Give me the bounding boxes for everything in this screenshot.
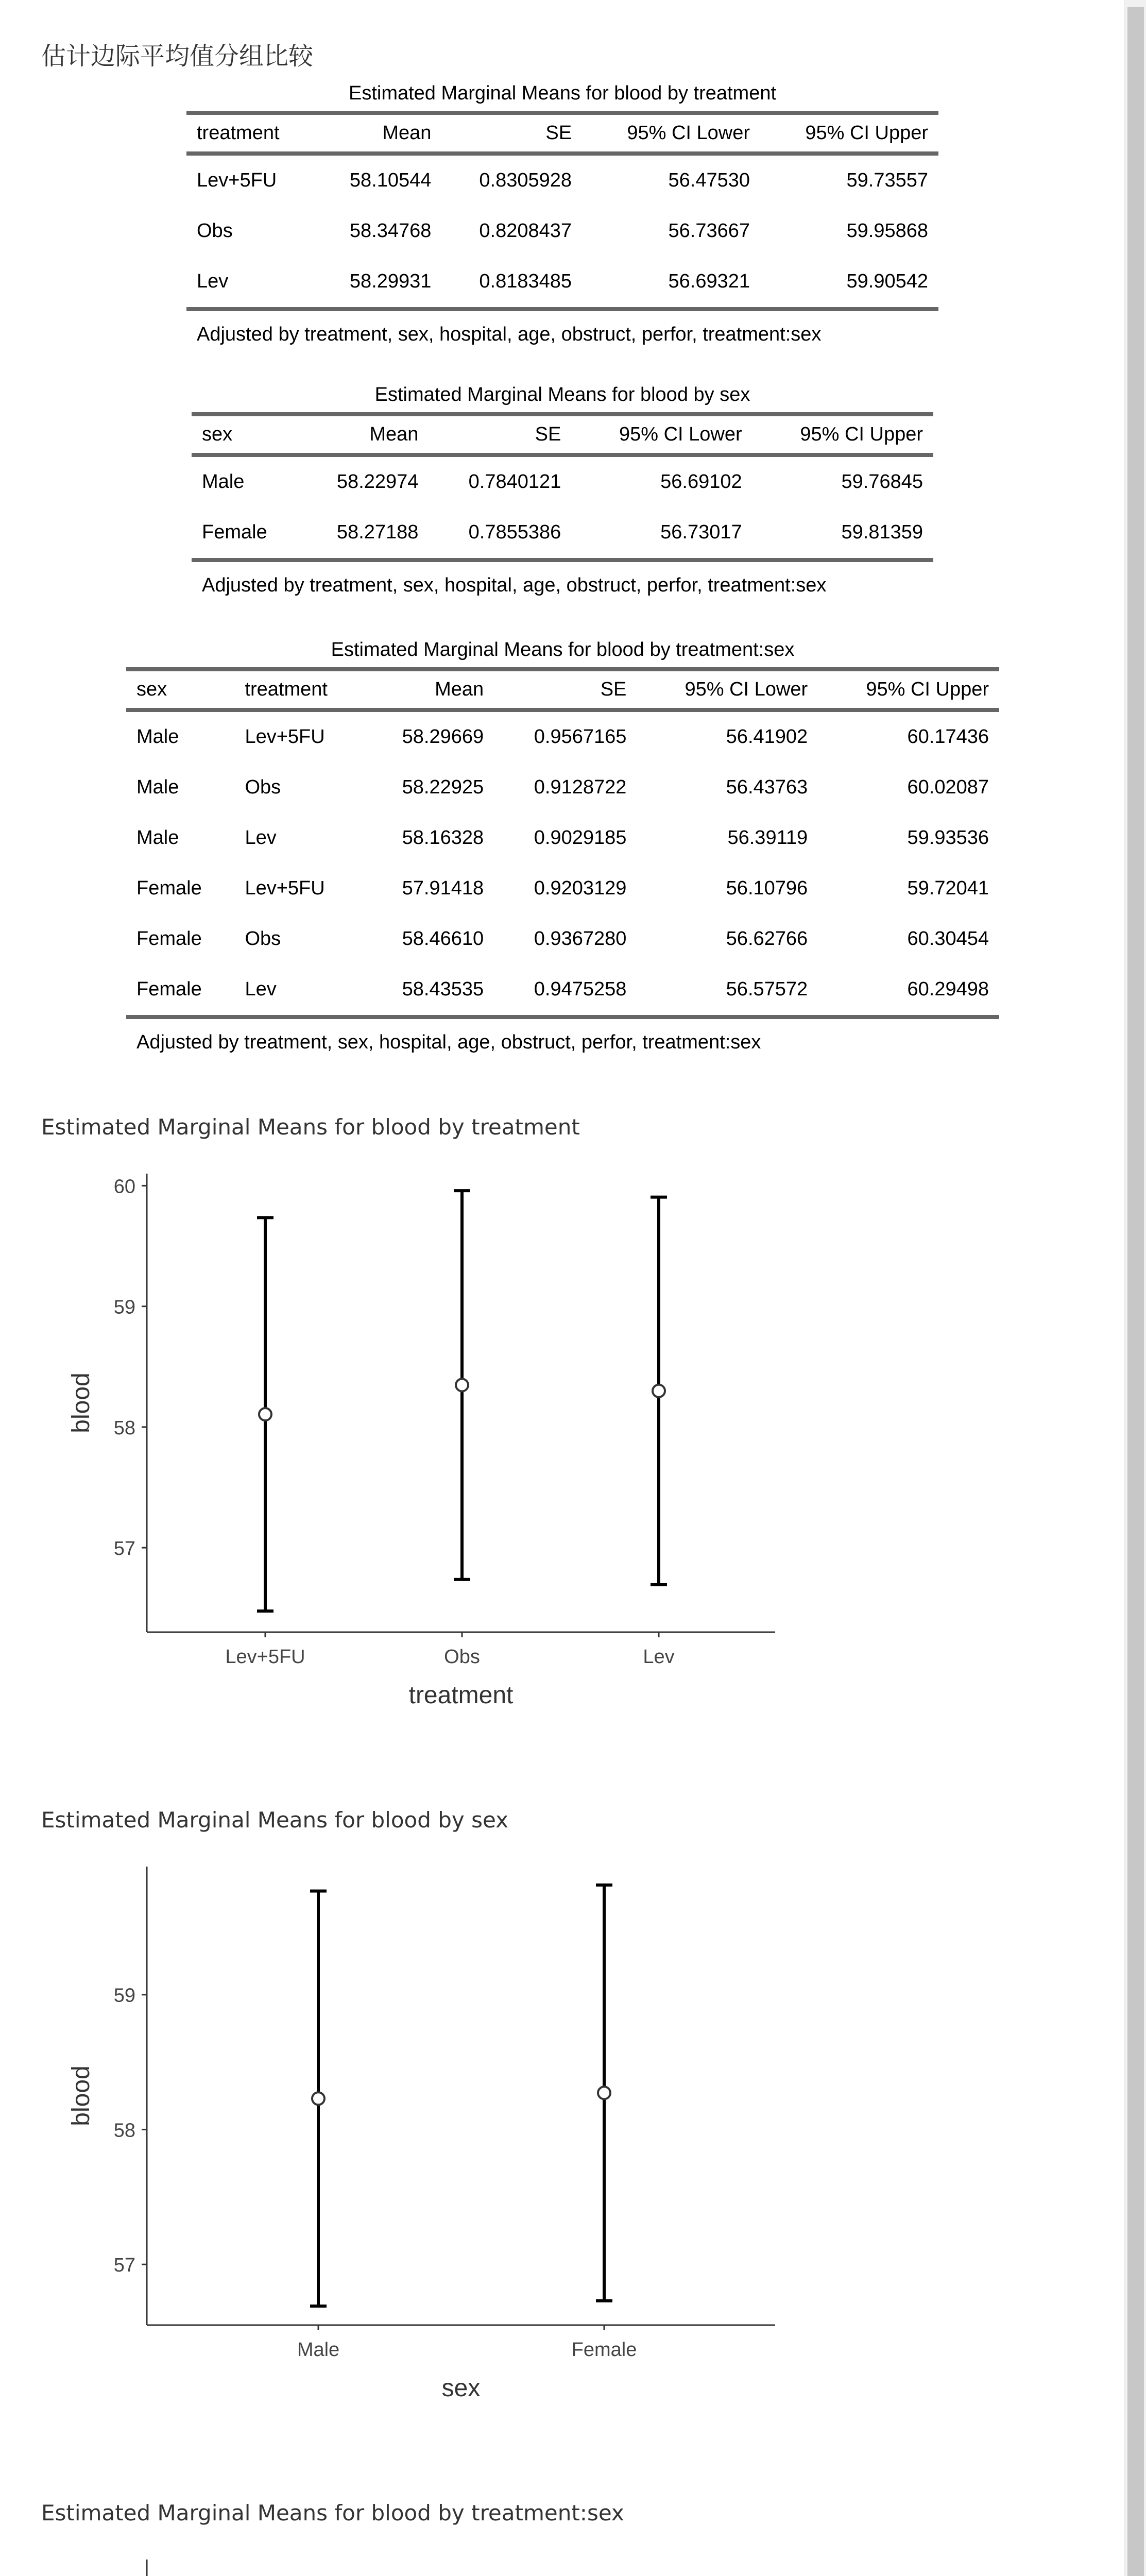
column-header: sex	[192, 414, 300, 455]
table-cell: Female	[202, 521, 267, 543]
table-caption: Estimated Marginal Means for blood by treatment	[348, 82, 777, 104]
table-cell: Male	[136, 776, 179, 798]
column-header: 95% CI Lower	[637, 669, 818, 710]
table-header-row	[186, 113, 938, 154]
table-cell: Lev+5FU	[197, 170, 277, 191]
table-caption: Estimated Marginal Means for blood by treatment:sex	[331, 639, 795, 660]
table-cell: 56.41902	[726, 726, 808, 748]
table-cell: 58.16328	[402, 827, 484, 849]
results-table	[186, 111, 938, 311]
table-cell: 56.62766	[726, 928, 808, 950]
table-cell: Lev	[197, 270, 229, 292]
x-axis-label: sex	[441, 2375, 481, 2402]
plot-title: Estimated Marginal Means for blood by treatment:sex	[41, 2500, 624, 2526]
table-cell: 0.9567165	[534, 726, 627, 748]
results-table	[126, 667, 999, 1019]
y-tick-label: 57	[113, 2255, 135, 2277]
mean-point	[653, 1385, 665, 1397]
table-cell: 59.81359	[841, 521, 923, 543]
table-cell: 56.43763	[726, 776, 808, 798]
table-cell: Lev	[245, 978, 277, 1000]
table-row	[126, 762, 999, 813]
x-tick-label: Female	[571, 2339, 637, 2361]
page-heading: 估计边际平均值分组比较	[41, 42, 314, 71]
table-cell: 58.22925	[402, 776, 484, 798]
column-header: treatment	[234, 669, 365, 710]
column-header: sex	[126, 669, 234, 710]
table-caption: Estimated Marginal Means for blood by sex	[374, 384, 750, 405]
y-axis-label: blood	[67, 2065, 95, 2126]
plot-title: Estimated Marginal Means for blood by treatment	[41, 1114, 580, 1140]
column-header: Mean	[365, 669, 494, 710]
y-axis-label: blood	[67, 1372, 95, 1433]
table-cell: Female	[136, 877, 202, 899]
table-cell: 58.29931	[349, 270, 432, 292]
table-cell: 58.43535	[402, 978, 484, 1000]
table-cell: Male	[136, 827, 179, 849]
table-cell: 0.9475258	[534, 978, 627, 1000]
table-note: Adjusted by treatment, sex, hospital, age, obstruct, perfor, treatment:sex	[202, 574, 827, 596]
table-row	[126, 710, 999, 762]
table-cell: Female	[136, 928, 202, 950]
table-cell: 56.73667	[668, 220, 750, 242]
column-header: 95% CI Upper	[818, 669, 999, 710]
table-cell: 59.90542	[846, 270, 928, 292]
table-cell: 0.7855386	[468, 521, 561, 543]
table-row	[186, 257, 938, 309]
table-cell: 0.9367280	[534, 928, 627, 950]
column-header: 95% CI Lower	[571, 414, 752, 455]
table-cell: Obs	[197, 220, 233, 242]
column-header: treatment	[186, 113, 315, 154]
x-tick-label: Male	[297, 2339, 340, 2361]
x-tick-label: Obs	[444, 1646, 480, 1668]
table-row	[126, 863, 999, 914]
table-cell: 0.9203129	[534, 877, 627, 899]
table-cell: 58.34768	[349, 220, 432, 242]
table-cell: Female	[136, 978, 202, 1000]
vertical-scrollbar[interactable]	[1124, 0, 1146, 2576]
table-cell: 56.57572	[726, 978, 808, 1000]
table-row	[186, 154, 938, 206]
table-cell: 59.72041	[907, 877, 989, 899]
emm-table-treatment	[186, 82, 938, 346]
y-tick-label: 59	[113, 1296, 135, 1318]
emm-plot-treatment-sex	[0, 2540, 824, 2576]
emm-plot-sex	[0, 1847, 824, 2424]
table-header-row	[192, 414, 933, 455]
table-cell: 58.27188	[336, 521, 419, 543]
emm-table-treatment-sex	[126, 639, 999, 1054]
scrollbar-thumb[interactable]	[1127, 7, 1144, 2576]
table-cell: 58.29669	[402, 726, 484, 748]
table-cell: 59.93536	[907, 827, 989, 849]
table-cell: 56.73017	[660, 521, 742, 543]
table-cell: Male	[202, 471, 245, 493]
table-cell: 0.8183485	[479, 270, 572, 292]
mean-point	[456, 1379, 468, 1391]
table-cell: 0.9128722	[534, 776, 627, 798]
table-cell: 0.9029185	[534, 827, 627, 849]
table-note: Adjusted by treatment, sex, hospital, age, obstruct, perfor, treatment:sex	[136, 1031, 761, 1053]
table-cell: 57.91418	[402, 877, 484, 899]
table-cell: 56.39119	[727, 827, 808, 849]
plot-title: Estimated Marginal Means for blood by sex	[41, 1807, 508, 1833]
table-cell: 60.17436	[907, 726, 989, 748]
y-tick-label: 58	[113, 2120, 135, 2142]
column-header: Mean	[300, 414, 429, 455]
table-row	[192, 455, 933, 507]
y-tick-label: 58	[113, 1417, 135, 1439]
table-header-row	[126, 669, 999, 710]
mean-point	[312, 2092, 324, 2105]
x-axis-label: treatment	[408, 1682, 514, 1709]
table-row	[126, 914, 999, 964]
table-cell: 58.10544	[349, 170, 432, 191]
table-cell: Lev+5FU	[245, 726, 325, 748]
table-cell: Obs	[245, 928, 281, 950]
table-cell: 56.10796	[726, 877, 808, 899]
emm-plot-treatment	[0, 1154, 824, 1731]
table-cell: Lev	[245, 827, 277, 849]
table-row	[186, 206, 938, 257]
table-cell: 59.73557	[846, 170, 928, 191]
x-tick-label: Lev+5FU	[225, 1646, 305, 1668]
table-cell: 58.22974	[336, 471, 419, 493]
column-header: Mean	[315, 113, 441, 154]
results-table	[192, 412, 933, 562]
y-tick-label: 57	[113, 1538, 135, 1560]
y-tick-label: 59	[113, 1985, 135, 2007]
table-cell: 60.29498	[907, 978, 989, 1000]
mean-point	[598, 2087, 610, 2099]
table-cell: 0.8208437	[479, 220, 572, 242]
column-header: SE	[441, 113, 582, 154]
table-note: Adjusted by treatment, sex, hospital, age, obstruct, perfor, treatment:sex	[197, 324, 822, 345]
table-cell: 0.8305928	[479, 170, 572, 191]
y-tick-label: 60	[113, 1176, 135, 1198]
table-cell: 56.47530	[668, 170, 750, 191]
table-cell: 60.30454	[907, 928, 989, 950]
column-header: 95% CI Upper	[760, 113, 938, 154]
table-cell: 0.7840121	[468, 471, 561, 493]
x-tick-label: Lev	[643, 1646, 675, 1668]
table-cell: 59.95868	[846, 220, 928, 242]
column-header: SE	[494, 669, 637, 710]
emm-table-sex	[192, 384, 933, 597]
table-cell: Male	[136, 726, 179, 748]
table-cell: Lev+5FU	[245, 877, 325, 899]
table-row	[126, 964, 999, 1017]
table-row	[126, 813, 999, 863]
table-row	[192, 507, 933, 560]
table-cell: 60.02087	[907, 776, 989, 798]
table-cell: 58.46610	[402, 928, 484, 950]
table-cell: 56.69102	[660, 471, 742, 493]
table-cell: Obs	[245, 776, 281, 798]
mean-point	[259, 1408, 271, 1420]
table-cell: 59.76845	[841, 471, 923, 493]
column-header: 95% CI Upper	[752, 414, 933, 455]
table-cell: 56.69321	[668, 270, 750, 292]
column-header: SE	[429, 414, 571, 455]
column-header: 95% CI Lower	[582, 113, 760, 154]
